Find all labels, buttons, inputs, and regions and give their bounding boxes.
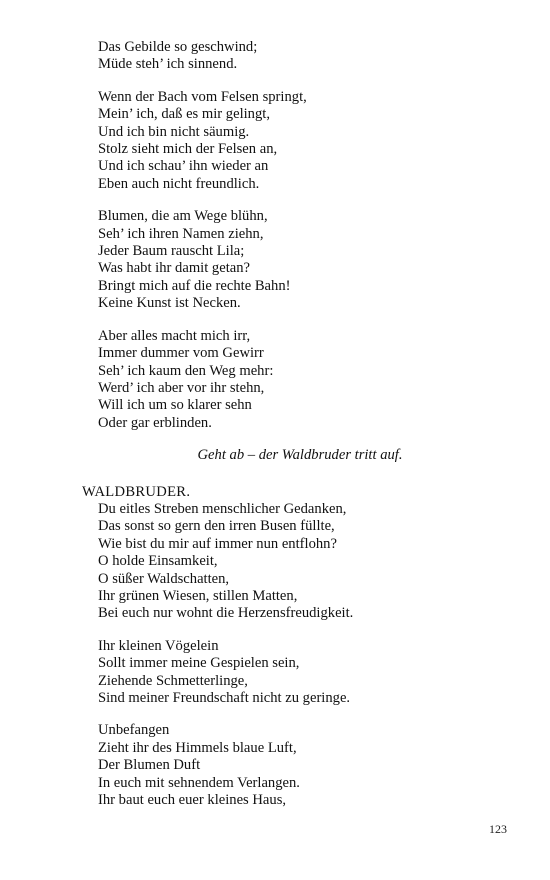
verse-line: O süßer Waldschatten, [98,570,230,587]
verse-line: Zieht ihr des Himmels blaue Luft, [98,739,297,756]
verse-line: Ziehende Schmetterlinge, [98,672,248,689]
verse-line: Immer dummer vom Gewirr [98,345,264,362]
verse-line: Bei euch nur wohnt die Herzensfreudigkeit. [98,605,354,622]
verse-line: Will ich um so klarer sehn [98,397,252,414]
verse-line: Das sonst so gern den irren Busen füllte, [98,518,335,535]
verse-line: Du eitles Streben menschlicher Gedanken, [98,500,347,517]
verse-line: Stolz sieht mich der Felsen an, [98,141,278,158]
verse-line: Und ich schau’ ihn wieder an [98,158,269,175]
verse-line: Mein’ ich, daß es mir gelingt, [98,106,270,123]
stage-direction: Geht ab – der Waldbruder tritt auf. [197,447,403,464]
verse-line: O holde Einsamkeit, [98,553,218,570]
stanza-2 [98,89,518,193]
verse-line: Jeder Baum rauscht Lila; [98,243,245,260]
verse-line: Werd’ ich aber vor ihr stehn, [98,379,265,396]
verse-line: In euch mit sehnendem Verlangen. [98,774,300,791]
stanza-4 [98,328,518,432]
verse-line: Aber alles macht mich irr, [98,327,251,344]
verse-line: Sollt immer meine Gespielen sein, [98,655,300,672]
verse-line: Was habt ihr damit getan? [98,260,251,277]
verse-line: Sind meiner Freundschaft nicht zu geringe. [98,690,351,706]
verse-line: Seh’ ich ihren Namen ziehn, [98,225,264,242]
verse-line: Eben auch nicht freundlich. [98,175,260,192]
verse-line: Seh’ ich kaum den Weg mehr: [98,362,274,379]
verse-line: Wie bist du mir auf immer nun entflohn? [98,535,337,552]
speaker-name: WALDBRUDER. [82,483,191,500]
verse-line: Das Gebilde so geschwind; [98,39,258,55]
verse-line: Ihr baut euch euer kleines Haus, [98,792,287,809]
text-column [82,39,518,824]
verse-line: Unbefangen [98,722,170,739]
verse-line: Müde steh’ ich sinnend. [98,56,238,73]
verse-line: Ihr kleinen Vögelein [98,637,219,654]
verse-line: Der Blumen Duft [98,757,201,774]
verse-line: Und ich bin nicht säumig. [98,123,250,140]
verse-line: Keine Kunst ist Necken. [98,295,241,312]
page-number: 123 [489,822,507,836]
verse-line: Bringt mich auf die rechte Bahn! [98,277,291,294]
speech-stanza-3 [98,722,518,809]
verse-line: Wenn der Bach vom Felsen springt, [98,88,307,105]
verse-line: Ihr grünen Wiesen, stillen Matten, [98,587,298,604]
speech-stanza-1 [98,501,518,623]
verse-line: Blumen, die am Wege blühn, [98,208,268,225]
speech-stanza-2 [98,638,518,708]
verse-line: Oder gar erblinden. [98,414,212,431]
stanza-1 [98,39,518,74]
stanza-3 [98,208,518,312]
